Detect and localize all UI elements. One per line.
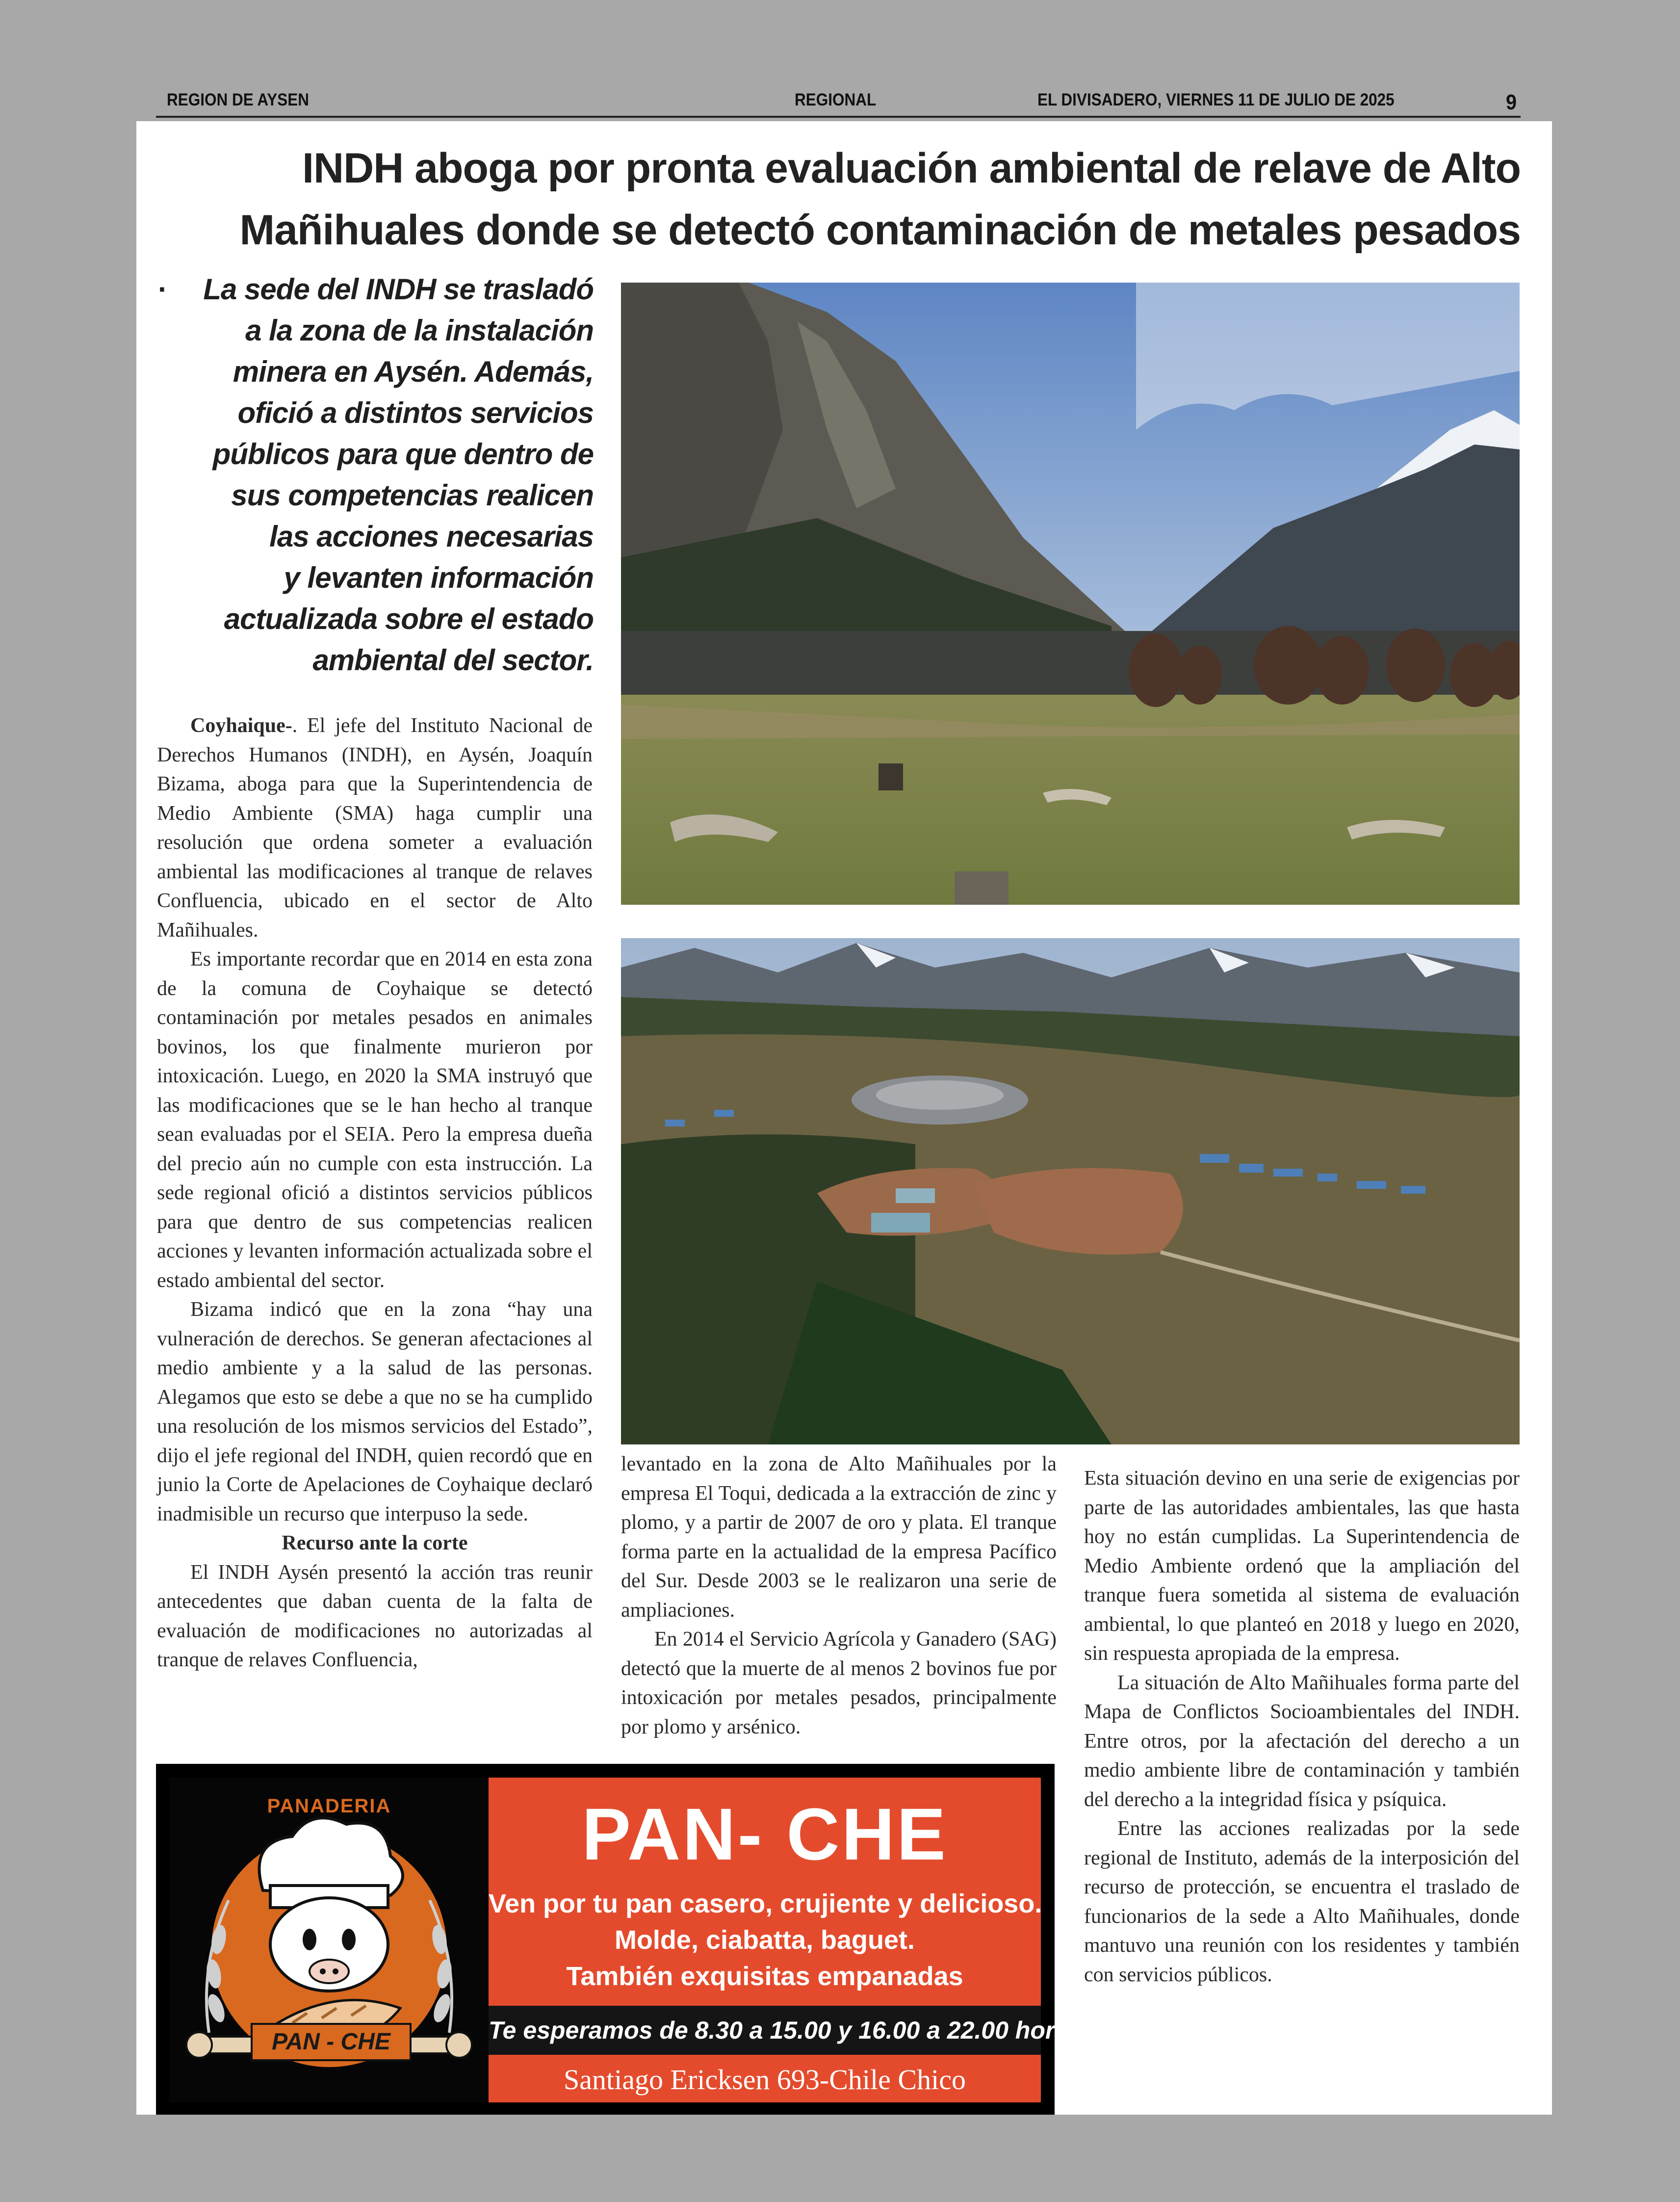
lead-line: sus competencias realicen [231,479,594,512]
logo-top-text: PANADERIA [267,1795,391,1817]
paragraph: Esta situación devino en una serie de exigencias por parte de las autoridades ambientales, las que hasta hoy no están cumplidas. La Superintendencia de Medio Ambiente ordenó que la ampliación del tranque fuera sometida al sistema de evaluación ambiental, lo que planteó en 2018 y luego en 2020, sin respuesta apropiada de la empresa. [1084,1467,1520,1665]
ad-products: Molde, ciabatta, baguet. [614,1925,915,1955]
paragraph [157,711,593,945]
tailings-aerial-photo [621,938,1520,1444]
bakery-advertisement [156,1764,1083,2115]
lead-line: ofició a distintos servicios [237,396,594,429]
paragraph: La situación de Alto Mañihuales forma parte del Mapa de Conflictos Socioambientales del INDH. Entre otros, por la afectación del derecho a un medio ambiente libre de contaminación y también del derecho a la integridad física y psíquica. [1084,1671,1520,1811]
valley-photo [621,283,1520,905]
headline-line: INDH aboga por pronta evaluación ambiental de relave de Alto [302,145,1521,192]
headline-line: Mañihuales donde se detectó contaminación de metales pesados [239,207,1521,254]
section-label: REGION DE AYSEN [167,90,309,109]
article-column-1 [157,711,593,1675]
lead-bullet: · [158,273,168,306]
ad-slogan: Ven por tu pan casero, crujiente y delicioso. [489,1889,1042,1918]
lead-line: ambiental del sector. [312,644,594,677]
article-column-2 [621,1450,1057,1742]
paragraph: levantado en la zona de Alto Mañihuales por la empresa El Toqui, dedicada a la extracción de zinc y plomo, y a partir de 2007 de oro y plata. El tranque forma parte en la actualidad de la empresa Pacífico del Sur. Desde 2003 se le realizaron una serie de ampliaciones. [621,1453,1057,1622]
lead-line: a la zona de la instalación [245,314,594,347]
lead-line: las acciones necesarias [269,520,594,553]
paragraph: Bizama indicó que en la zona “hay una vulneración de derechos. Se generan afectaciones al medio ambiente y a la salud de las personas. Alegamos que esto se debe a que no se ha cumplido una resolución de los mismos servicios del Estado”, dijo el jefe regional del INDH, quien recordó que en junio la Corte de Apelaciones de Coyhaique declaró inadmisible un recurso que interpuso la sede. [157,1298,593,1525]
paragraph: El INDH Aysén presentó la acción tras reunir antecedentes que daban cuenta de la falta de evaluación de modificaciones no autorizadas al tranque de relaves Confluencia, [157,1561,593,1671]
bakery-name: PAN- CHE [582,1793,948,1875]
article-column-3 [1084,1464,1520,1990]
article-headline [162,137,1521,261]
bakery-logo [170,1778,489,2102]
page-number: 9 [1506,90,1517,114]
ad-text-panel [489,1778,1083,2102]
dateline: Coyhaique- [190,714,292,737]
logo-banner-text: PAN - CHE [251,2023,412,2061]
issue-date: EL DIVISADERO, VIERNES 11 DE JULIO DE 2025 [1037,90,1395,109]
article-lead [156,269,594,681]
lead-line: públicos para que dentro de [212,438,594,471]
paragraph: En 2014 el Servicio Agrícola y Ganadero (SAG) detectó que la muerte de al menos 2 bovinos fue por intoxicación por metales pesados, principalmente por plomo y arsénico. [621,1628,1057,1738]
ad-products-extra: También exquisitas empanadas [566,1962,963,1991]
subheading: Recurso ante la corte [282,1532,468,1554]
header-rule [156,116,1521,118]
lead-line: y levanten información [284,561,594,594]
paragraph: Es importante recordar que en 2014 en esta zona de la comuna de Coyhaique se detectó contaminación por metales pesados en animales bovinos, los que finalmente murieron por intoxicación. Luego, en 2020 la SMA instruyó que las modificaciones que se le han hecho al tranque sean evaluadas por el SEIA. Pero la empresa dueña del precio aún no cumple con esta instrucción. La sede regional ofició a distintos servicios públicos para que dentro de sus competencias realicen acciones y levanten información actualizada sobre el estado ambiental del sector. [157,948,593,1292]
lead-line: actualizada sobre el estado [224,603,594,635]
lead-line: minera en Aysén. Además, [233,355,594,388]
category-label: REGIONAL [795,90,877,109]
ad-hours: Te esperamos de 8.30 a 15.00 y 16.00 a 22.00 horas [489,2006,1041,2055]
lead-line: La sede del INDH se trasladó [203,273,594,306]
paragraph: Entre las acciones realizadas por la sede regional de Instituto, además de la interposición del recurso de protección, se encuentra el traslado de funcionarios de la sede a Alto Mañihuales, donde mantuvo una reunión con los residentes y también con servicios públicos. [1084,1817,1520,1986]
ad-address: Santiago Ericksen 693-Chile Chico [564,2064,966,2096]
paragraph-text: . El jefe del Instituto Nacional de Derechos Humanos (INDH), en Aysén, Joaquín Bizama, aboga para que la Superintendencia de Medio Ambiente (SMA) haga cumplir una resolución que ordena someter a evaluación ambiental las modificaciones al tranque de relaves Confluencia, ubicado en el sector de Alto Mañihuales. [157,714,593,942]
